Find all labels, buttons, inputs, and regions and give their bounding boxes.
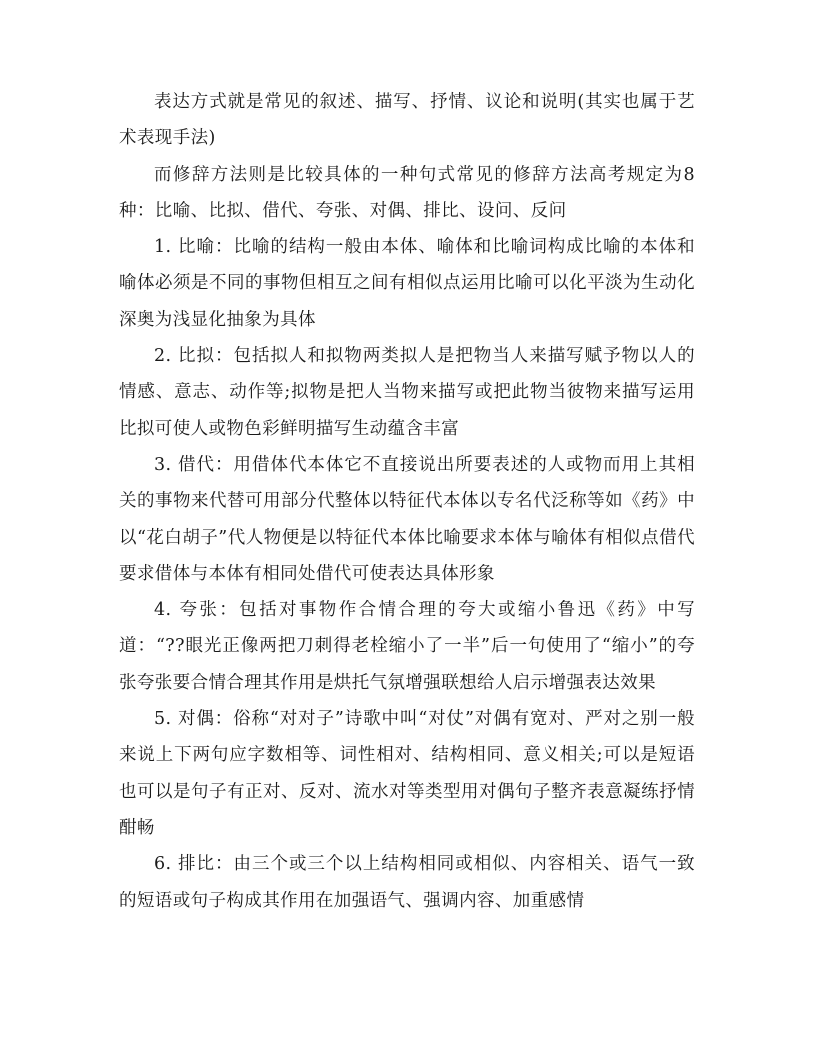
document-page	[119, 84, 695, 919]
paragraph-expression-methods: 表达方式就是常见的叙述、描写、抒情、议论和说明(其实也属于艺术表现手法)	[119, 92, 695, 149]
paragraph-parallelism: 6. 排比：由三个或三个以上结构相同或相似、内容相关、语气一致的短语或句子构成其作用在加强语气、强调内容、加重感情	[119, 854, 695, 911]
paragraph-hyperbole: 4. 夸张：包括对事物作合情合理的夸大或缩小鲁迅《药》中写道：“??眼光正像两把刀刺得老栓缩小了一半”后一句使用了“缩小”的夸张夸张要合情合理其作用是烘托气氛增强联想给人启示增强表达效果	[119, 600, 695, 693]
paragraph-antithesis: 5. 对偶：俗称“对对子”诗歌中叫“对仗”对偶有宽对、严对之别一般来说上下两句应字数相等、词性相对、结构相同、意义相关;可以是短语也可以是句子有正对、反对、流水对等类型用对偶句子整齐表意凝练抒情酣畅	[119, 709, 695, 838]
paragraph-personification: 2. 比拟：包括拟人和拟物两类拟人是把物当人来描写赋予物以人的情感、意志、动作等;拟物是把人当物来描写或把此物当彼物来描写运用比拟可使人或物色彩鲜明描写生动蕴含丰富	[119, 346, 695, 439]
paragraph-metaphor: 1. 比喻：比喻的结构一般由本体、喻体和比喻词构成比喻的本体和喻体必须是不同的事物但相互之间有相似点运用比喻可以化平淡为生动化深奥为浅显化抽象为具体	[119, 237, 695, 330]
paragraph-rhetoric-methods: 而修辞方法则是比较具体的一种句式常见的修辞方法高考规定为8种：比喻、比拟、借代、夸张、对偶、排比、设问、反问	[119, 164, 695, 221]
paragraph-metonymy: 3. 借代：用借体代本体它不直接说出所要表述的人或物而用上其相关的事物来代替可用部分代整体以特征代本体以专名代泛称等如《药》中以“花白胡子”代人物便是以特征代本体比喻要求本体与喻体有相似点借代要求借体与本体有相同处借代可使表达具体形象	[119, 454, 695, 584]
